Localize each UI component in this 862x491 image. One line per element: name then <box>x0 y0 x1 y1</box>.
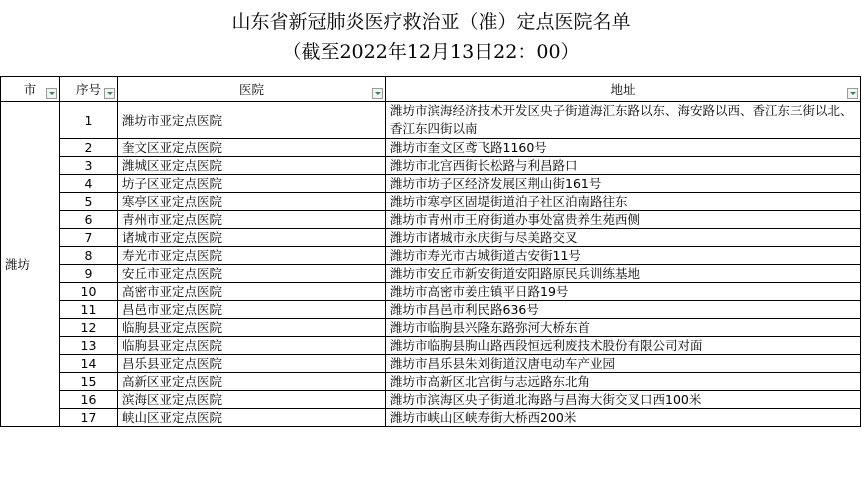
table-row <box>1 319 861 337</box>
address-cell[interactable]: 潍坊市高密市姜庄镇平日路19号 <box>386 283 861 301</box>
hospital-cell[interactable]: 安丘市亚定点医院 <box>118 265 386 283</box>
address-cell[interactable]: 潍坊市诸城市永庆街与尽美路交叉 <box>386 229 861 247</box>
header-seq: 序号 <box>60 77 118 102</box>
address-cell[interactable]: 潍坊市临朐县兴隆东路弥河大桥东首 <box>386 319 861 337</box>
seq-cell[interactable]: 1 <box>60 102 118 139</box>
hospital-cell[interactable]: 青州市亚定点医院 <box>118 211 386 229</box>
table-row <box>1 157 861 175</box>
seq-cell[interactable]: 11 <box>60 301 118 319</box>
seq-cell[interactable]: 12 <box>60 319 118 337</box>
table-row <box>1 175 861 193</box>
address-cell[interactable]: 潍坊市滨海经济技术开发区央子街道海汇东路以东、海安路以西、香江东三街以北、香江东四街以南 <box>386 102 861 139</box>
table-row <box>1 283 861 301</box>
table-row <box>1 391 861 409</box>
table-row <box>1 265 861 283</box>
hospital-cell[interactable]: 峡山区亚定点医院 <box>118 409 386 427</box>
table-row <box>1 355 861 373</box>
seq-cell[interactable]: 9 <box>60 265 118 283</box>
hospital-cell[interactable]: 滨海区亚定点医院 <box>118 391 386 409</box>
table-row <box>1 247 861 265</box>
hospital-cell[interactable]: 奎文区亚定点医院 <box>118 139 386 157</box>
table-body <box>1 102 861 427</box>
seq-cell[interactable]: 17 <box>60 409 118 427</box>
table-row <box>1 301 861 319</box>
hospital-cell[interactable]: 潍城区亚定点医院 <box>118 157 386 175</box>
address-cell[interactable]: 潍坊市临朐县朐山路西段恒远利废技术股份有限公司对面 <box>386 337 861 355</box>
seq-cell[interactable]: 14 <box>60 355 118 373</box>
seq-cell[interactable]: 5 <box>60 193 118 211</box>
hospital-cell[interactable]: 高密市亚定点医院 <box>118 283 386 301</box>
seq-cell[interactable]: 15 <box>60 373 118 391</box>
hospital-cell[interactable]: 昌邑市亚定点医院 <box>118 301 386 319</box>
hospital-cell[interactable]: 寒亭区亚定点医院 <box>118 193 386 211</box>
seq-cell[interactable]: 2 <box>60 139 118 157</box>
address-cell[interactable]: 潍坊市昌乐县朱刘街道汉唐电动车产业园 <box>386 355 861 373</box>
address-cell[interactable]: 潍坊市滨海区央子街道北海路与昌海大街交叉口西100米 <box>386 391 861 409</box>
seq-cell[interactable]: 13 <box>60 337 118 355</box>
address-cell[interactable]: 潍坊市安丘市新安街道安阳路原民兵训练基地 <box>386 265 861 283</box>
address-cell[interactable]: 潍坊市北宫西街长松路与利昌路口 <box>386 157 861 175</box>
address-cell[interactable]: 潍坊市奎文区鸢飞路1160号 <box>386 139 861 157</box>
table-row <box>1 409 861 427</box>
seq-cell[interactable]: 6 <box>60 211 118 229</box>
table-row <box>1 229 861 247</box>
filter-dropdown-icon[interactable] <box>372 88 383 99</box>
header-hospital: 医院 <box>118 77 386 102</box>
table-row <box>1 373 861 391</box>
table-row <box>1 193 861 211</box>
filter-dropdown-icon[interactable] <box>847 88 858 99</box>
seq-cell[interactable]: 3 <box>60 157 118 175</box>
table-row <box>1 211 861 229</box>
header-row <box>1 77 861 102</box>
hospital-cell[interactable]: 潍坊市亚定点医院 <box>118 102 386 139</box>
seq-cell[interactable]: 7 <box>60 229 118 247</box>
table-row <box>1 139 861 157</box>
seq-cell[interactable]: 10 <box>60 283 118 301</box>
title-main: 山东省新冠肺炎医疗救治亚（准）定点医院名单 <box>231 11 631 33</box>
address-cell[interactable]: 潍坊市昌邑市利民路636号 <box>386 301 861 319</box>
hospital-table <box>0 76 861 427</box>
hospital-cell[interactable]: 临朐县亚定点医院 <box>118 319 386 337</box>
title-date: （截至2022年12月13日22：00） <box>282 41 580 63</box>
header-city: 市 <box>1 77 60 102</box>
filter-dropdown-icon[interactable] <box>104 88 115 99</box>
address-cell[interactable]: 潍坊市寿光市古城街道古安街11号 <box>386 247 861 265</box>
address-cell[interactable]: 潍坊市青州市王府街道办事处富贵养生苑西侧 <box>386 211 861 229</box>
table-row <box>1 102 861 139</box>
table-row <box>1 337 861 355</box>
hospital-cell[interactable]: 坊子区亚定点医院 <box>118 175 386 193</box>
hospital-cell[interactable]: 昌乐县亚定点医院 <box>118 355 386 373</box>
address-cell[interactable]: 潍坊市峡山区峡寿街大桥西200米 <box>386 409 861 427</box>
hospital-cell[interactable]: 寿光市亚定点医院 <box>118 247 386 265</box>
document-title <box>0 0 862 70</box>
address-cell[interactable]: 潍坊市坊子区经济发展区荆山街161号 <box>386 175 861 193</box>
hospital-cell[interactable]: 高新区亚定点医院 <box>118 373 386 391</box>
header-address: 地址 <box>386 77 861 102</box>
city-cell[interactable]: 潍坊 <box>1 102 60 427</box>
address-cell[interactable]: 潍坊市寒亭区固堤街道泊子社区泊南路往东 <box>386 193 861 211</box>
hospital-cell[interactable]: 诸城市亚定点医院 <box>118 229 386 247</box>
seq-cell[interactable]: 8 <box>60 247 118 265</box>
filter-dropdown-icon[interactable] <box>46 88 57 99</box>
seq-cell[interactable]: 16 <box>60 391 118 409</box>
hospital-cell[interactable]: 临朐县亚定点医院 <box>118 337 386 355</box>
seq-cell[interactable]: 4 <box>60 175 118 193</box>
address-cell[interactable]: 潍坊市高新区北宫街与志远路东北角 <box>386 373 861 391</box>
